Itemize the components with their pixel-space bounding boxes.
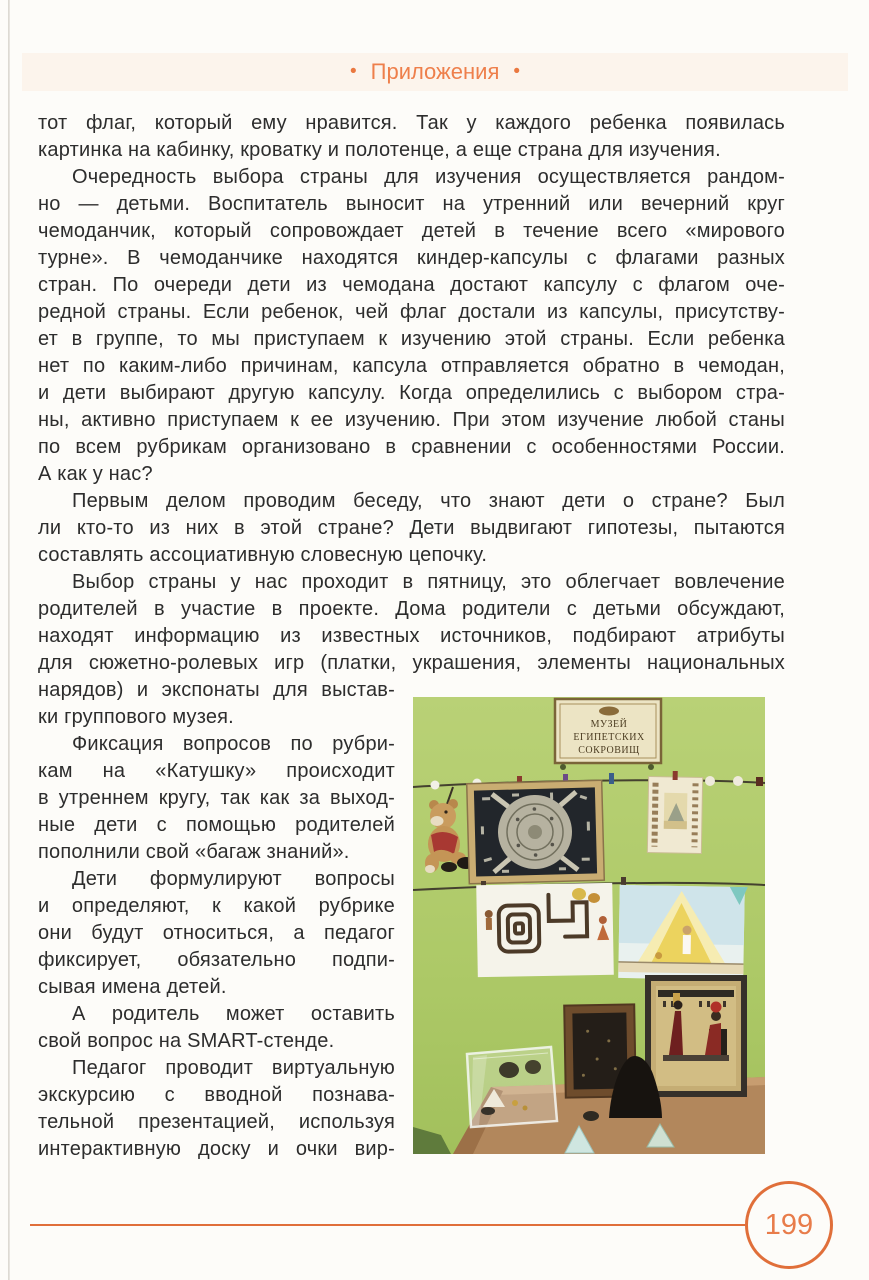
sign-line-2: ЕГИПЕТСКИХ: [573, 732, 645, 743]
page-header: [22, 53, 848, 91]
framed-papyrus-painting: [645, 975, 747, 1097]
child-drawing-pyramid: [618, 885, 748, 980]
text-line: кам на «Катушку» происходит: [38, 760, 395, 782]
text-line: Выбор страны у нас проходит в пятницу, это облегчает вовлечение: [72, 571, 785, 593]
text-line: они будут относиться, а педагог: [38, 922, 395, 944]
header-bullet-right-icon: •: [513, 61, 521, 82]
page-number-badge: [745, 1181, 833, 1269]
page-body: [38, 110, 785, 1163]
text-line: интерактивную доску и очки вир-: [38, 1138, 395, 1160]
text-line: ные дети с помощью родителей: [38, 814, 395, 836]
text-and-photo-row: [38, 677, 785, 1163]
text-line: А родитель может оставить: [72, 1003, 395, 1025]
text-line: и определяют, к какой рубрике: [38, 895, 395, 917]
text-line: чемоданчик, который сопровождает детей в течение всего «мирового: [38, 220, 785, 242]
text-line: ет в группе, то мы приступаем к изучению этой страны. Если ребенка: [38, 328, 785, 350]
hieroglyph-banner: [647, 771, 702, 854]
text-line: фиксирует, обязательно подпи-: [38, 949, 395, 971]
header-title: Приложения: [370, 59, 500, 84]
text-line: турне». В чемоданчике находятся киндер-капсулы с флагами разных: [38, 247, 785, 269]
phaistos-disc-artwork: [467, 780, 605, 883]
text-line: и дети выбирают другую капсулу. Когда определились с выбором стра-: [38, 382, 785, 404]
text-line: нет по каким-либо причинам, капсула отправляется обратно в чемодан,: [38, 355, 785, 377]
text-line: тельной презентацией, используя: [38, 1111, 395, 1133]
text-line: в утреннем кругу, так как за выход-: [38, 787, 395, 809]
museum-photo-illustration: [413, 697, 765, 1154]
text-line: пополнили свой «багаж знаний».: [38, 841, 350, 863]
header-bullet-left-icon: •: [349, 61, 357, 82]
text-line: сывая имена детей.: [38, 976, 227, 998]
text-line: ки группового музея.: [38, 706, 234, 728]
museum-photo: [413, 697, 765, 1154]
text-line: стран. По очереди дети из чемодана достают капсулу с флагом оче-: [38, 274, 785, 296]
scanned-page-edge: [8, 0, 10, 1280]
text-line: но — детьми. Воспитатель выносит на утренний или вечерний круг: [38, 193, 785, 215]
text-line: для сюжетно-ролевых игр (платки, украшения, элементы национальных: [38, 652, 785, 674]
text-line: ли кто-то из них в этой стране? Дети выдвигают гипотезы, пытаются: [38, 517, 785, 539]
text-line: по всем рубрикам организовано в сравнении с особенностями России.: [38, 436, 785, 458]
page-number: 199: [764, 1208, 814, 1241]
text-line: редной страны. Если ребенок, чей флаг достали из капсулы, присутству-: [38, 301, 785, 323]
museum-sign: [555, 699, 661, 770]
text-line: Дети формулируют вопросы: [72, 868, 395, 890]
text-line: ны, активно приступаем к ее изучению. При этом изучение любой станы: [38, 409, 785, 431]
glass-display-case: [467, 1047, 557, 1127]
sphinx-sticker: [588, 893, 600, 903]
text-line: составлять ассоциативную словесную цепочку.: [38, 544, 488, 566]
full-width-text-block: [38, 110, 785, 677]
text-line: Первым делом проводим беседу, что знают дети о стране? Был: [72, 490, 785, 512]
sphinx-sticker: [572, 888, 586, 900]
text-line: тот флаг, который ему нравится. Так у каждого ребенка появилась: [38, 112, 785, 134]
text-line: родителей в участие в проекте. Дома родители с детьми обсуждают,: [38, 598, 785, 620]
sign-lion-icon: [599, 707, 619, 716]
text-line: свой вопрос на SMART-стенде.: [38, 1030, 335, 1052]
sign-line-1: МУЗЕЙ: [590, 719, 628, 730]
text-line: Педагог проводит виртуальную: [72, 1057, 395, 1079]
text-line: Фиксация вопросов по рубри-: [72, 733, 395, 755]
text-line: экскурсию с вводной познава-: [38, 1084, 395, 1106]
text-line: Очередность выбора страны для изучения осуществляется рандом-: [72, 166, 785, 188]
footer-rule: [30, 1224, 745, 1226]
text-line: картинка на кабинку, кроватку и полотенце, а еще страна для изучения.: [38, 139, 721, 161]
text-line: нарядов) и экспонаты для выстав-: [38, 679, 395, 701]
text-line: А как у нас?: [38, 463, 153, 485]
narrow-text-column: [38, 677, 395, 1163]
text-line: находят информацию из известных источников, подбирают атрибуты: [38, 625, 785, 647]
sign-line-3: СОКРОВИЩ: [578, 745, 640, 756]
